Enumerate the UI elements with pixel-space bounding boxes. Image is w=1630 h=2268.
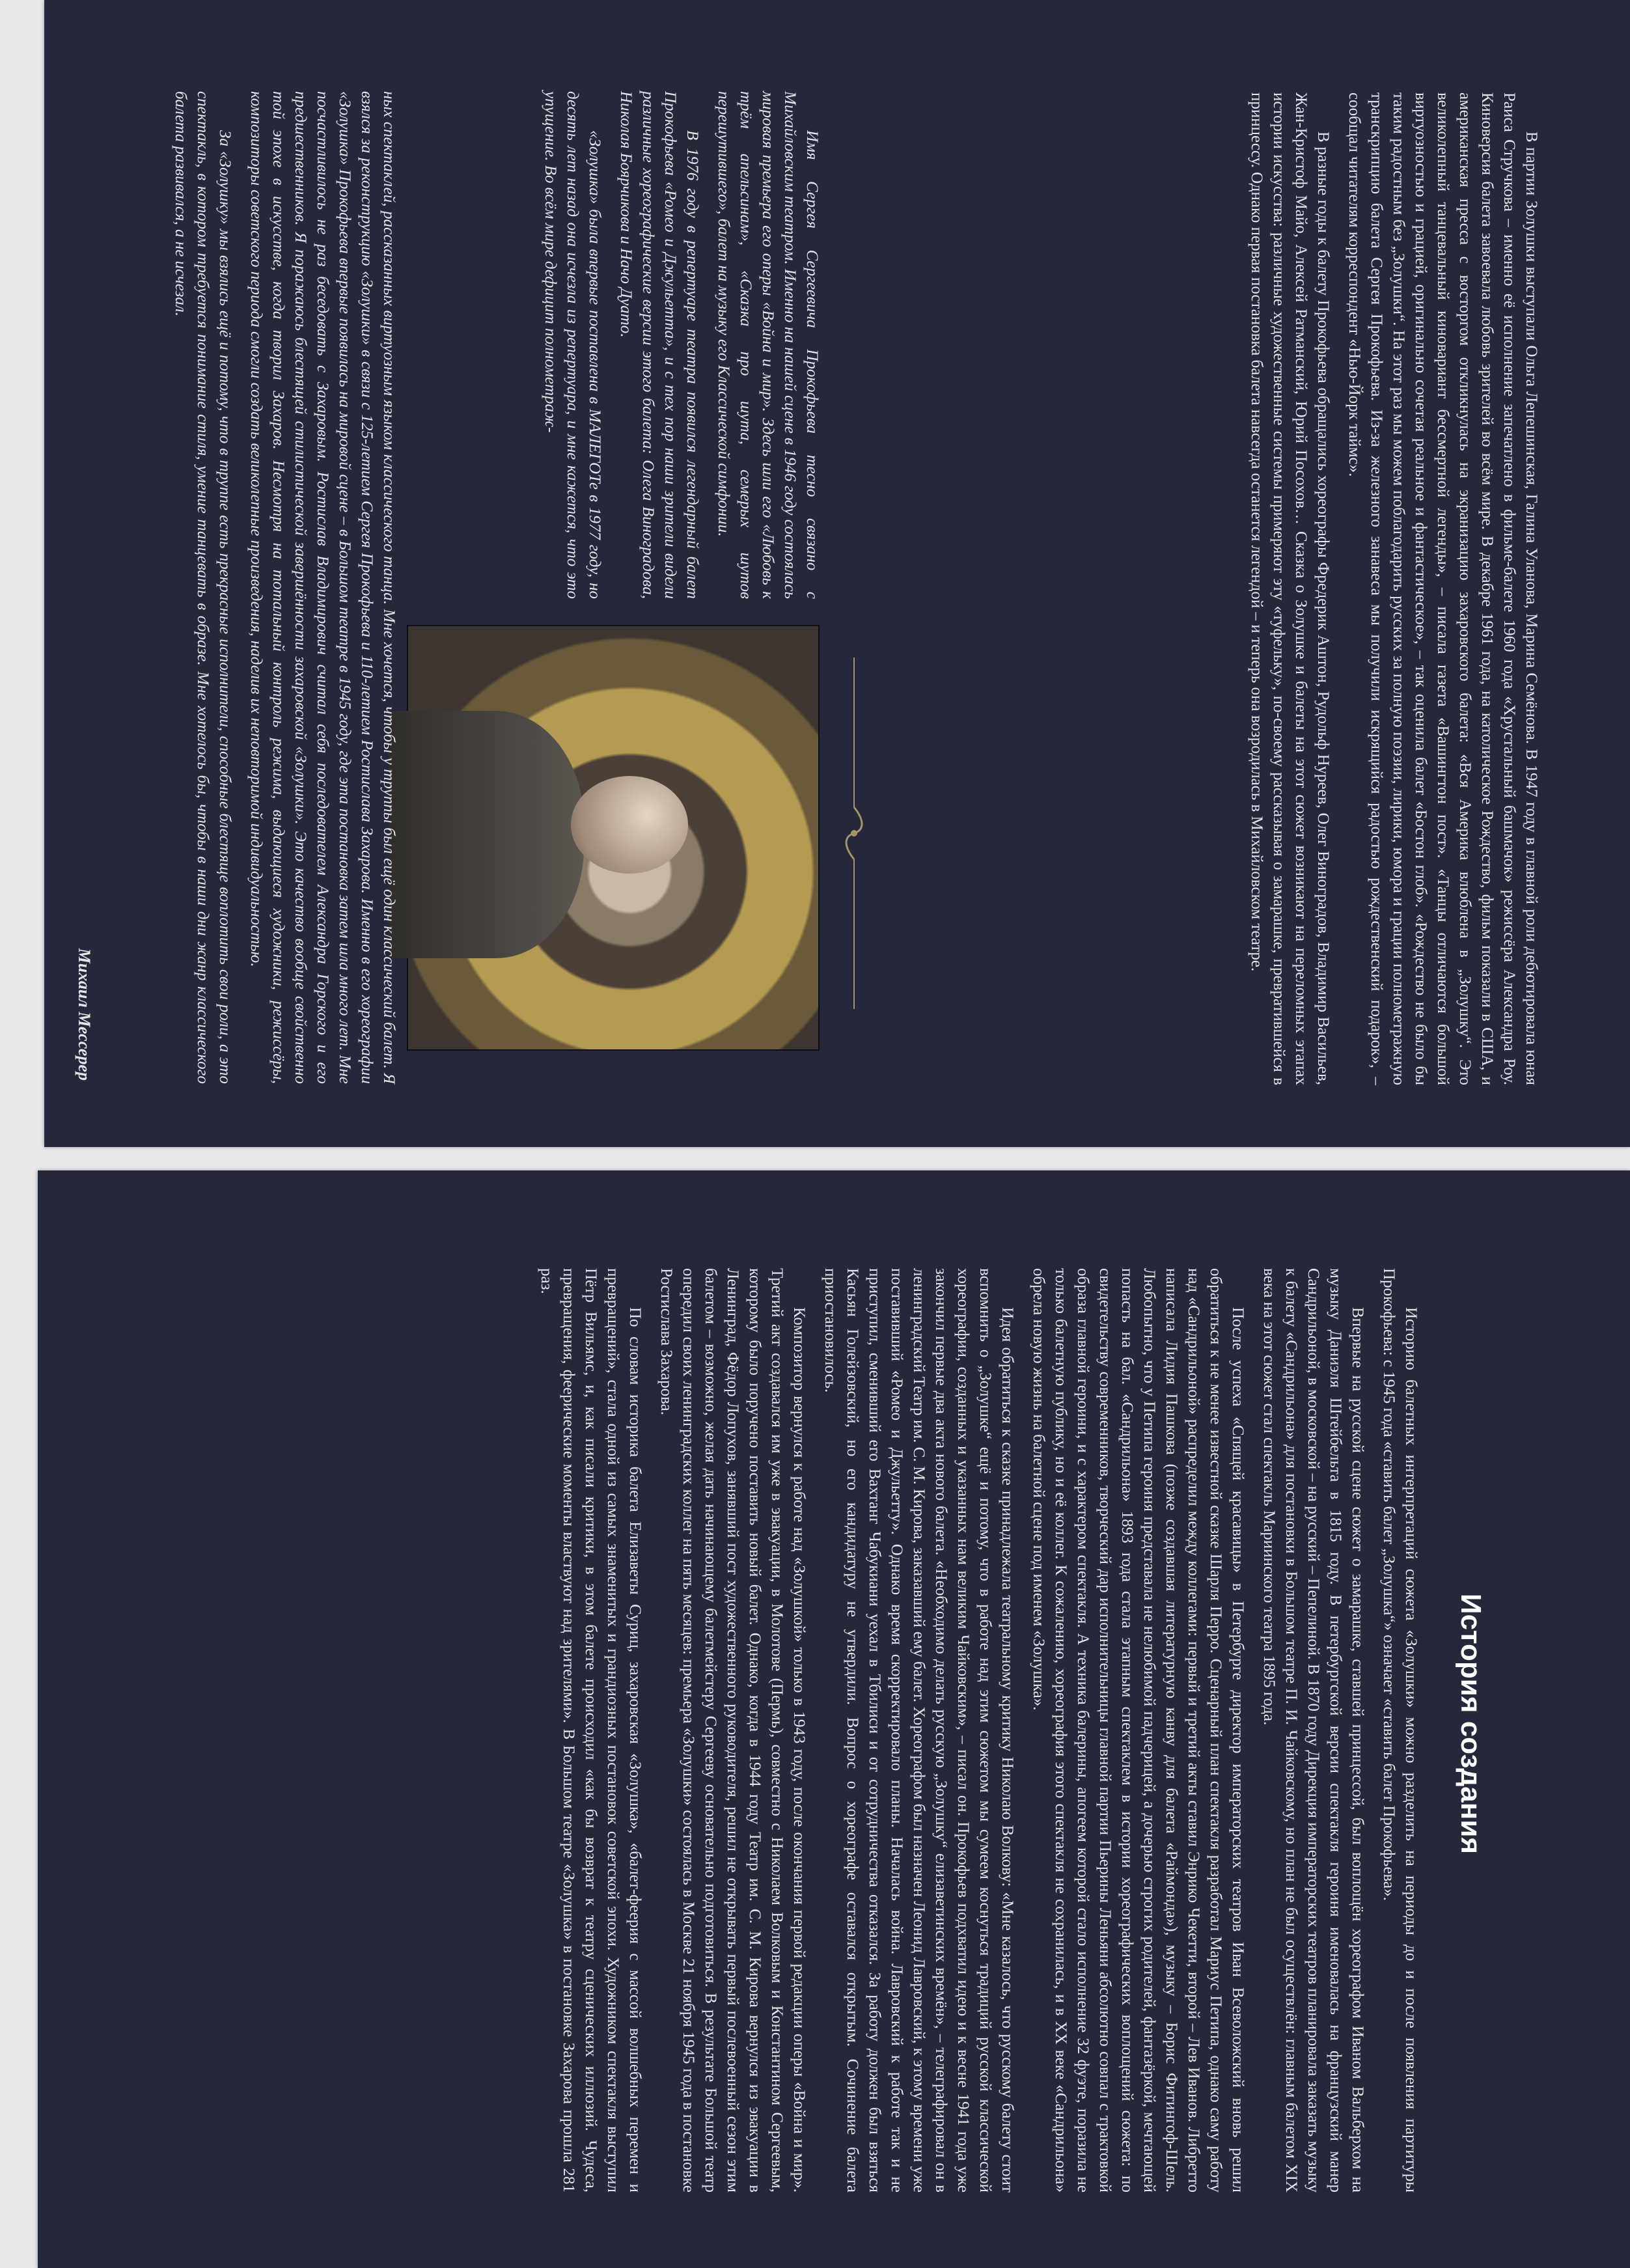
paragraph: За «Золушку» мы взялись ещё и потому, что в труппе есть прекрасные исполнители, способные блестяще воплотить свои роли, а это спектакль, в котором требуется понимание стиля, умение танцевать в образе. Мне хотелось бы, чтобы в наши дни жанр классического балета развивался, а не исчезал. [172, 91, 234, 1084]
paragraph: После успеха «Спящей красавицы» в Петербурге директор императорских театров Иван Всеволожский вновь решил обратиться к не менее известной сказке Шарля Перро. Сценарный план спектакля разработал Мариус Петипа, однако саму работу над «Сандрильоной» распределил между коллегами: первый и третий акты ставил Энрико Чекетти, второй – Лев Иванов. Либретто написала Лидия Пашкова (позже создавшая литературную канву для балета «Раймонда»), музыку – Борис Фитингоф-Шель. Любопытно, что у Петипа героиня представала не нелюбимой падчерицей, а дочерью строгих родителей, фантазёркой, мечтающей попасть на бал. «Сандрильона» 1893 года стала этапным спектаклем в истории хореографических воплощений сюжета: по свидетельству современников, творческий дар исполнительницы главной партии Пьерины Леньяни абсолютно совпал с трактовкой образа главной героини, и с характером спектакля. А техника балерины, апогеем которой стало исполнение 32 фуэте, поразила не только балетную публику, но и её коллег. К сожалению, хореография этого спектакля не сохранилась, и в XX веке «Сандрильона» обрела новую жизнь на балетной сцене под именем «Золушка». [1030, 1268, 1247, 2192]
text-column-main [1236, 92, 1542, 1085]
page-bottom-content [38, 1170, 1630, 2268]
booklet-page-top [44, 0, 1630, 1147]
paragraph: «Золушка» была впервые поставлена в МАЛЕГОТе в 1977 году, но десять лет назад она исчезла из репертуара, и мне кажется, что это упущение. Во всём мире дефицит полнометраж- [542, 91, 603, 599]
paragraph: В 1976 году в репертуаре театра появился легендарный балет Прокофьева «Ромео и Джульетта», и с тех пор наши зрители видели различные хореографические версии этого балета: Олега Виноградова, Николая Боярчикова и Начо Дуато. [617, 91, 701, 599]
text-column-quote [530, 91, 823, 599]
page-title: История создания [1455, 1593, 1487, 1855]
author-signature: Михаил Мессерер [75, 948, 94, 1081]
page-top-content [44, 0, 1630, 1147]
portrait-photo [407, 625, 820, 1051]
paragraph: Впервые на русской сцене сюжет о замарашке, ставшей принцессой, был воплощён хореографом Иваном Вальберхом на музыку Даниэля Штейбельта в 1815 году. В петербургской версии спектакля героиня именовалась на французский манер Сандрильоной, в московской – на русский – Пепелиной. В 1870 году Дирекция императорских театров планировала заказать музыку к балету «Сандрильона» для постановки в Большом театре П. И. Чайковскому, но план не был осуществлён: главным балетом XIX века на этот сюжет стал спектакль Мариинского театра 1895 года. [1260, 1268, 1366, 2192]
booklet-page-bottom [38, 1170, 1630, 2268]
paragraph: По словам историка балета Елизаветы Суриц, захаровская «Золушка», «балет-феерия с массой волшебных перемен и превращений», стала одной из самых знаменитых и грандиозных постановок советской эпохи. Художником спектакля выступил Пётр Вильямс, и, как писали критики, в этом балете происходил «как бы возврат к театру сценических иллюзий. Чудеса, превращения, феерические моменты властвуют над зрителями». В Большом театре «Золушка» в постановке Захарова прошла 281 раз. [538, 1268, 644, 2192]
text-column-quote-continued [160, 91, 400, 1084]
paragraph: Историю балетных интерпретаций сюжета «Золушки» можно разделить на периоды до и после появления партитуры Прокофьева: с 1945 года «ставить балет „Золушка“» означает «ставить балет Прокофьева». [1380, 1268, 1420, 2192]
paragraph: Идея обратиться к сказке принадлежала театральному критику Николаю Волкову: «Мне казалось, что русскому балету стоит вспомнить о „Золушке“ ещё и потому, что в работе над этим сюжетом мы сумеем коснуться традиций русской классической хореографии, созданных и указанных нам великим Чайковским», – писал он. Прокофьев подхватил идею и к весне 1941 года уже закончил первые два акта нового балета. «Необходимо делать русскую „Золушку“ елизаветинских времён», – телеграфировал он в ленинградский Театр им. С. М. Кирова, заказавший ему балет. Хореографом был назначен Леонид Лавровский, к этому времени уже поставивший «Ромео и Джульетту». Однако время скорректировало планы. Началась война. Лавровский к работе так и не приступил, сменивший его Вахтанг Чабукиани уехал в Тбилиси и от сотрудничества отказался. За работу должен был взяться Касьян Голейзовский, но его кандидатуру не утвердили. Вопрос о хореографе оставался открытым. Сочинение балета приостановилось. [822, 1268, 1016, 2192]
photo-figure-head [571, 776, 688, 874]
paragraph: В разные годы к балету Прокофьева обращались хореографы Фредерик Аштон, Рудольф Нуреев, Олег Виноградов, Владимир Васильев, Жан-Кристоф Майо, Алексей Ратманский, Юрий Посохов… Сказка о Золушке и балеты на этот сюжет возникают на переломных этапах истории искусства: различные художественные системы примеряют эту «туфельку», по-своему рассказывая о замарашке, превратившейся в принцессу. Однако первая постановка балета навсегда останется легендой – и теперь она возродилась в Михайловском театре. [1248, 92, 1332, 1085]
history-text-column [526, 1268, 1422, 2192]
photo-figure-body [389, 711, 584, 958]
paragraph: Композитор вернулся к работе над «Золушкой» только в 1943 году, после окончания первой редакции оперы «Война и мир». Третий акт создавался им уже в эвакуации, в Молотове (Пермь), совместно с Николаем Волковым и Константином Сергеевым, которому было поручено поставить новый балет. Однако, когда в 1944 году Театр им. С. М. Кирова вернулся из эвакуации в Ленинград, Фёдор Лопухов, занявший пост художественного руководителя, решил не открывать первый послевоенный сезон этим балетом – возможно, желая дать начинающему балетмейстеру Сергееву основательно подготовиться. В результате Большой театр опередил своих ленинградских коллег на пять месяцев: премьера «Золушки» состоялась в Москве 21 ноября 1945 года в постановке Ростислава Захарова. [657, 1268, 808, 2192]
paragraph: Имя Сергея Сергеевича Прокофьева тесно связано с Михайловским театром. Именно на нашей сцене в 1946 году состоялась мировая премьера его оперы «Война и мир». Здесь шли его «Любовь к трём апельсинам», «Сказка про шута, семерых шутов перешутившего», балет на музыку его Классической симфонии. [715, 91, 821, 599]
ornament-divider [841, 657, 867, 1009]
paragraph: В партии Золушки выступали Ольга Лепешинская, Галина Уланова, Марина Семёнова. В 1947 году в главной роли дебютировала юная Раиса Стручкова – именно её исполнение запечатлено в фильме-балете 1960 года «Хрустальный башмачок» режиссёра Александра Роу. Киноверсия балета завоевала любовь зрителей во всём мире. В декабре 1961 года, на католическое Рождество, фильм показали в США, и американская пресса с восторгом откликнулась на экранизацию захаровского балета: «Вся Америка влюблена в „Золушку“. Это великолепный танцевальный киновариант бессмертной легенды», – писала газета «Вашингтон пост». «Танцы отличаются большой виртуозностью и грацией, оригинально сочетая реальное и фантастическое», – так оценила балет «Бостон глоб». «Рождество не было бы таким радостным без „Золушки“. На этот раз мы можем поблагодарить русских за полную поэзии, лирики, юмора и грации полнометражную транскрипцию балета Сергея Прокофьева. Из-за железного занавеса мы получили искрящийся радостью рождественский подарок», – сообщал читателям корреспондент «Нью-Йорк таймс». [1346, 92, 1540, 1085]
paragraph: ных спектаклей, рассказанных виртуозным языком классического танца. Мне хочется, чтобы у труппы был ещё один классический балет. Я взялся за реконструкцию «Золушки» в связи с 125-летием Сергея Прокофьева и 110-летием Ростислава Захарова. Именно в его хореографии «Золушка» Прокофьева впервые появилась на мировой сцене – в Большом театре в 1945 году, где эта постановка затем шла много лет. Мне посчастливилось не раз беседовать с Захаровым. Ростислав Владимирович считал себя последователем Александра Горского и его предшественников. Я поражаюсь блестящей стилистической завершённости захаровской «Золушки». Это качество вообще свойственно той эпохе в искусстве, когда творил Захаров. Несмотря на тотальный контроль режима, выдающиеся художники, режиссёры, композиторы советского периода смогли создать великолепные произведения, наделив их неповторимой индивидуальностью. [247, 91, 398, 1084]
